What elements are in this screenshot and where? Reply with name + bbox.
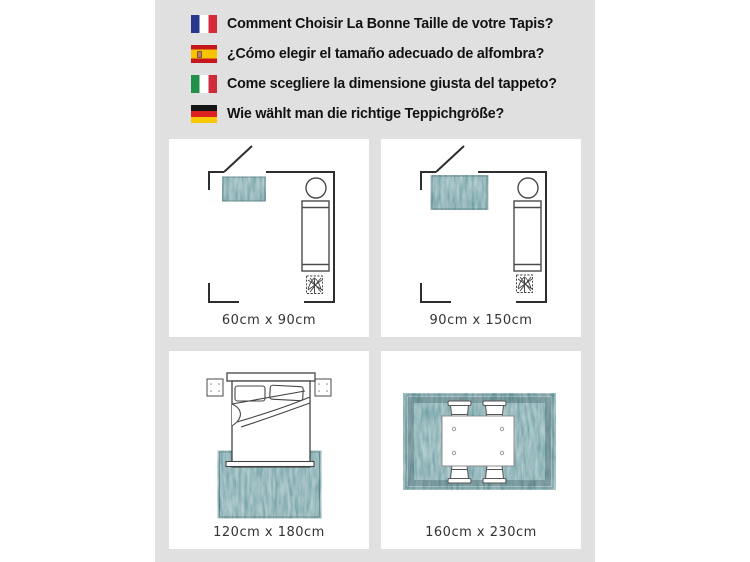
panel-60x90 [169,139,369,337]
panel-160x230 [381,351,581,549]
plant-icon [307,276,323,294]
language-header [191,14,574,134]
germany-flag-icon [191,105,217,123]
floorplan-60x90-diagram [169,139,369,337]
header-text-spanish: ¿Cómo elegir el tamaño adecuado de alfombra? [227,45,545,62]
size-label-90x150: 90cm x 150cm [429,313,533,328]
lang-row-italian [191,74,574,93]
spain-emblem-icon [197,51,202,58]
sofa-icon [302,201,329,271]
italy-flag-icon [191,75,217,93]
nightstand-right-icon [315,379,331,396]
rug-90x150 [432,176,487,209]
pillow-right [270,385,304,401]
chair-bottom-right-icon [483,466,506,484]
dining-160x230-diagram [381,351,581,549]
content-strip [155,0,595,562]
side-table-icon [306,178,326,198]
nightstand-left-icon [207,379,223,396]
footboard [226,462,314,467]
header-text-german: Wie wählt man die richtige Teppichgröße? [227,105,505,122]
lang-row-french [191,14,574,33]
headboard [227,373,315,381]
door-leaf [436,146,464,172]
spain-flag-icon [191,45,217,63]
side-table-icon [518,178,538,198]
bed-icon [226,373,315,467]
header-text-italian: Come scegliere la dimensione giusta del tappeto? [227,75,557,92]
size-label-160x230: 160cm x 230cm [425,525,537,540]
size-label-60x90: 60cm x 90cm [221,313,317,328]
header-text-french: Comment Choisir La Bonne Taille de votre Tapis? [227,15,554,32]
plant-icon [517,275,533,293]
floorplan-90x150-diagram [381,139,581,337]
lang-row-german [191,104,574,123]
dining-table-icon [442,416,514,466]
size-label-120x180: 120cm x 180cm [213,525,325,540]
france-flag-icon [191,15,217,33]
lang-row-spanish [191,44,574,63]
door-leaf [224,146,252,172]
panel-120x180 [169,351,369,549]
bed-120x180-diagram [169,351,369,549]
size-panel-grid [169,139,581,549]
sofa-icon [514,201,541,271]
panel-90x150 [381,139,581,337]
chair-bottom-left-icon [448,466,471,484]
rug-60x90 [223,177,265,201]
